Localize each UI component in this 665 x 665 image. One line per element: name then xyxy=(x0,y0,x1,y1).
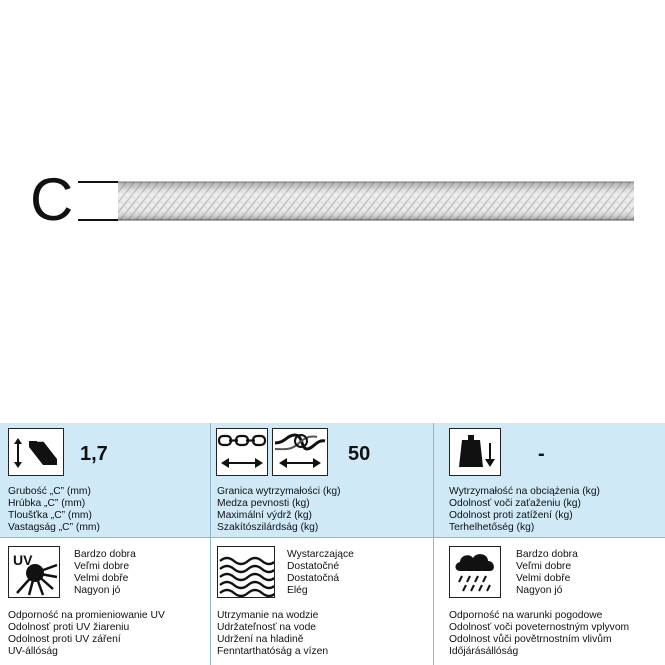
floating-label-pl: Utrzymanie na wodzie xyxy=(217,610,319,621)
uv-rating-pl: Bardzo dobra xyxy=(74,549,136,560)
load-label-sk: Odolnosť voči zaťaženiu (kg) xyxy=(449,498,581,509)
uv-label-sk: Odolnosť proti UV žiareniu xyxy=(8,622,130,633)
strength-label-sk: Medza pevnosti (kg) xyxy=(217,498,310,509)
floating-label-hu: Fenntarthatóság a vízen xyxy=(217,646,329,657)
weather-label-pl: Odporność na warunki pogodowe xyxy=(449,610,603,621)
load-label-cz: Odolnost proti zatížení (kg) xyxy=(449,510,573,521)
weather-icon xyxy=(449,546,501,598)
thickness-label-hu: Vastagság „C” (mm) xyxy=(8,522,100,533)
uv-labels xyxy=(8,610,165,658)
weather-label-cz: Odolnost vůči povětrnostním vlivům xyxy=(449,634,612,645)
weather-rating-hu: Nagyon jó xyxy=(516,585,563,596)
load-label-hu: Terhelhetőség (kg) xyxy=(449,522,535,533)
thickness-label-pl: Grubość „C” (mm) xyxy=(8,486,91,497)
strength-label-hu: Szakítószilárdság (kg) xyxy=(217,522,319,533)
uv-rating-cz: Velmi dobře xyxy=(74,573,129,584)
uv-icon xyxy=(8,546,60,598)
spec-panel xyxy=(0,423,665,665)
weather-labels xyxy=(449,610,629,658)
floating-labels xyxy=(217,610,328,658)
water-icon xyxy=(217,546,275,598)
strength-value: 50 xyxy=(348,443,371,465)
floating-ratings xyxy=(287,549,354,597)
uv-ratings xyxy=(74,549,136,597)
weather-rating-sk: Veľmi dobre xyxy=(516,561,572,572)
floating-section xyxy=(211,423,433,665)
uv-rating-sk: Veľmi dobre xyxy=(74,561,130,572)
uv-label-hu: UV-állóság xyxy=(8,646,58,657)
floating-label-cz: Udržení na hladině xyxy=(217,634,304,645)
thickness-value: 1,7 xyxy=(80,443,108,465)
weather-rating-pl: Bardzo dobra xyxy=(516,549,578,560)
weather-label-sk: Odolnosť voči poveternostným vplyvom xyxy=(449,622,630,633)
floating-rating-hu: Elég xyxy=(287,585,308,596)
weather-ratings xyxy=(516,549,578,597)
strength-label-pl: Granica wytrzymałości (kg) xyxy=(217,486,341,497)
load-label-pl: Wytrzymałość na obciążenia (kg) xyxy=(449,486,600,497)
uv-label-cz: Odolnost proti UV záření xyxy=(8,634,121,645)
weather-section xyxy=(434,423,665,665)
load-value: - xyxy=(538,443,545,465)
dimension-letter: C xyxy=(30,166,74,233)
floating-label-sk: Udržateľnosť na vode xyxy=(217,622,317,633)
floating-rating-sk: Dostatočné xyxy=(287,561,340,572)
floating-rating-cz: Dostatočná xyxy=(287,573,340,584)
thickness-label-sk: Hrúbka „C” (mm) xyxy=(8,498,86,509)
uv-rating-hu: Nagyon jó xyxy=(74,585,121,596)
floating-rating-pl: Wystarczające xyxy=(287,549,354,560)
thickness-label-cz: Tloušťka „C” (mm) xyxy=(8,510,92,521)
weather-rating-cz: Velmi dobře xyxy=(516,573,571,584)
strength-label-cz: Maximální výdrž (kg) xyxy=(217,510,312,521)
weather-label-hu: Időjárásállóság xyxy=(449,646,519,657)
uv-section xyxy=(0,423,210,665)
uv-icon-text: UV xyxy=(13,552,33,568)
uv-label-pl: Odporność na promieniowanie UV xyxy=(8,610,165,621)
